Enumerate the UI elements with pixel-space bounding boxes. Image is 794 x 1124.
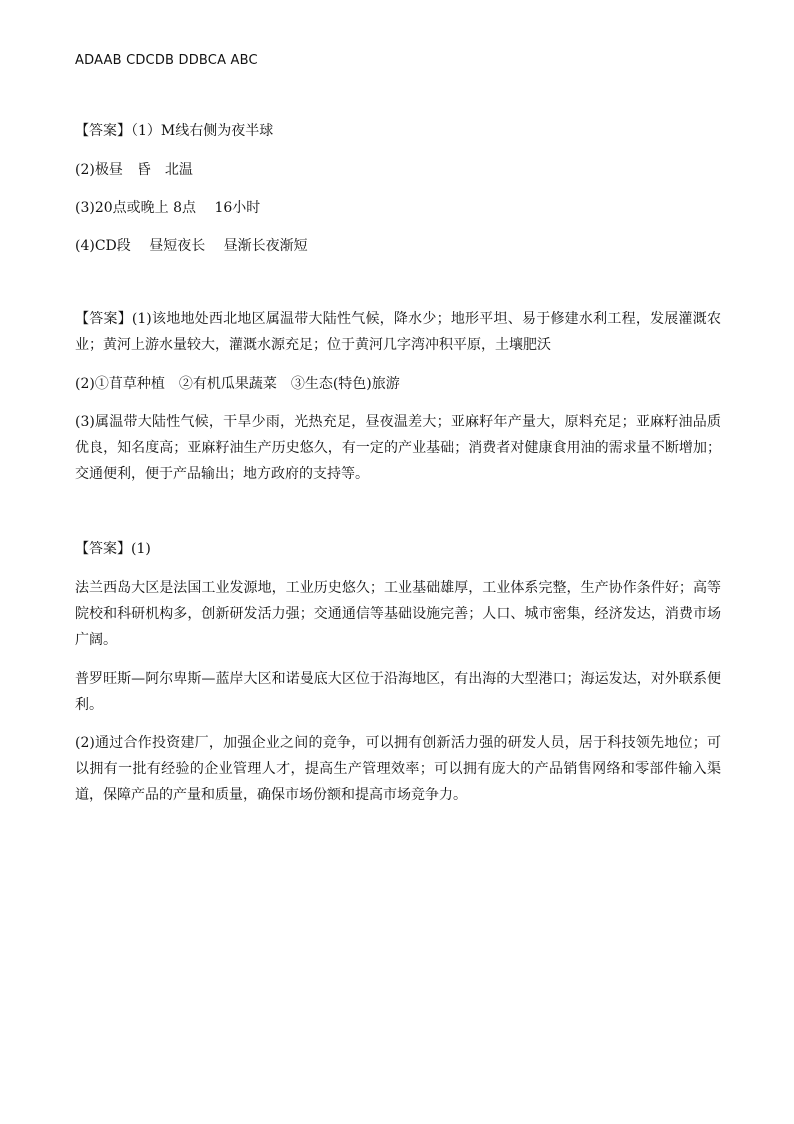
answer-1-part-4: (4)CD段 昼短夜长 昼渐长夜渐短	[75, 238, 308, 254]
answer-2-part-2: (2)①苜草种植 ②有机瓜果蔬菜 ③生态(特色)旅游	[75, 376, 400, 392]
answer-1-part-3: (3)20点或晚上 8点 16小时	[75, 200, 261, 216]
answer-3-heading: 【答案】(1)	[75, 541, 151, 557]
answer-3-paragraph-1: 法兰西岛大区是法国工业发源地，工业历史悠久；工业基础雄厚，工业体系完整，生产协作条件好；高等院校和科研机构多，创新研发活力强；交通通信等基础设施完善；人口、城市密集，经济发达，消费市场广阔。	[75, 580, 721, 648]
multiple-choice-answers: ADAAB CDCDB DDBCA ABC	[75, 53, 258, 68]
answer-1-heading: 【答案】（1）M线右侧为夜半球	[75, 123, 274, 139]
answer-2-part-1: 【答案】(1)该地地处西北地区属温带大陆性气候，降水少；地形平坦、易于修建水利工程，发展灌溉农业；黄河上游水量较大，灌溉水源充足；位于黄河几字湾冲积平原，土壤肥沃	[75, 311, 721, 353]
answer-1-part-2: (2)极昼 昏 北温	[75, 162, 193, 178]
answer-3-paragraph-2: 普罗旺斯—阿尔卑斯—蓝岸大区和诺曼底大区位于沿海地区，有出海的大型港口；海运发达，对外联系便利。	[75, 671, 721, 713]
answer-2-part-3: (3)属温带大陆性气候，干旱少雨，光热充足，昼夜温差大；亚麻籽年产量大，原料充足；亚麻籽油品质优良，知名度高；亚麻籽油生产历史悠久，有一定的产业基础；消费者对健康食用油的需求量不断增加；交通便利，便于产品输出；地方政府的支持等。	[75, 414, 721, 482]
answer-3-part-2: (2)通过合作投资建厂，加强企业之间的竞争，可以拥有创新活力强的研发人员，居于科技领先地位；可以拥有一批有经验的企业管理人才，提高生产管理效率；可以拥有庞大的产品销售网络和零部件输入渠道，保障产品的产量和质量，确保市场份额和提高市场竞争力。	[75, 735, 721, 803]
